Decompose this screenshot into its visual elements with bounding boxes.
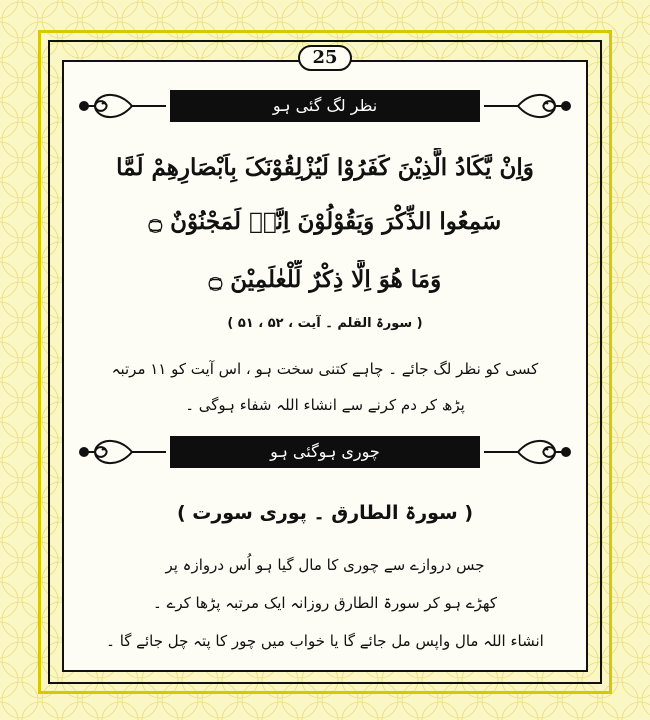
surah-title: ( سورۃ الطارق ۔ پوری سورت ) <box>176 502 474 524</box>
verse-line-1: وَاِنْ یَّکَادُ الَّذِیْنَ کَفَرُوْا لَیُزْلِقُوْنَکَ بِاَبْصَارِھِمْ لَمَّا <box>116 154 534 181</box>
instruction-line: کھڑے ہو کر سورۃ الطارق روزانہ ایک مرتبہ پڑھا کرے ۔ <box>153 594 497 612</box>
page-number: 25 <box>298 45 352 71</box>
instruction-line: انشاء اللہ مال واپس مل جائے گا یا خواب میں چور کا پتہ چل جائے گا ۔ <box>106 632 544 650</box>
instruction-line: کسی کو نظر لگ جائے ۔ چاہے کتنی سخت ہو ، اس آیت کو ۱۱ مرتبہ <box>111 360 539 378</box>
verse-line-2: سَمِعُوا الذِّکْرَ وَیَقُوْلُوْنَ اِنَّہٗ لَمَجْنُوْنٌ ۝ <box>148 208 502 235</box>
section1-heading-row <box>72 86 578 126</box>
floral-ornament-icon <box>72 432 168 472</box>
instruction-line: پڑھ کر دم کرنے سے انشاء اللہ شفاء ہوگی ۔ <box>185 396 465 414</box>
section1-heading: نظر لگ گئی ہو <box>170 90 480 122</box>
section2-heading: چوری ہوگئی ہو <box>170 436 480 468</box>
floral-ornament-icon <box>482 86 578 126</box>
verse-reference: ( سورۃ القلم ۔ آیت ، ۵۲ ، ۵۱ ) <box>227 316 423 331</box>
floral-ornament-icon <box>482 432 578 472</box>
section2-heading-row <box>72 432 578 472</box>
verse-line-3: وَمَا ھُوَ اِلَّا ذِکْرٌ لِّلْعٰلَمِیْنَ ۝ <box>208 266 442 293</box>
instruction-line: جس دروازے سے چوری کا مال گیا ہو اُس دروازہ پر <box>165 556 485 574</box>
floral-ornament-icon <box>72 86 168 126</box>
